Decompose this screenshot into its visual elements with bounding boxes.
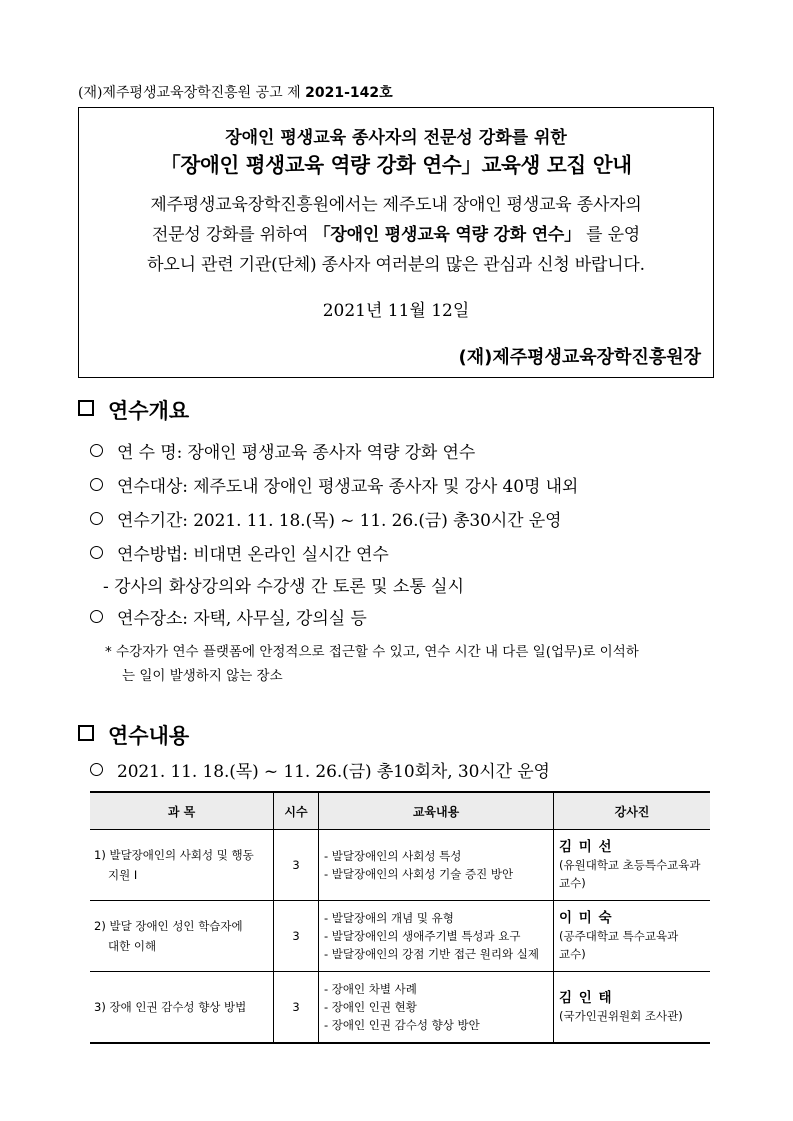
announcement-body-line3: 하오니 관련 기관(단체) 종사자 여러분의 많은 관심과 신청 바랍니다. bbox=[147, 255, 645, 275]
announcement-body-line2 bbox=[79, 220, 713, 245]
overview-item-text: 연수방법: 비대면 온라인 실시간 연수 bbox=[117, 545, 389, 565]
content-line: - 장애인 차별 사례 bbox=[324, 982, 417, 996]
subject-line1: 1) 발달장애인의 사회성 및 행동 bbox=[94, 848, 254, 862]
subject-line2: 지원 I bbox=[108, 868, 138, 882]
header-content: 교육내용 bbox=[319, 792, 554, 830]
circle-bullet-icon bbox=[90, 763, 103, 776]
notice-number bbox=[78, 82, 393, 102]
overview-item-text: 연 수 명: 장애인 평생교육 종사자 역량 강화 연수 bbox=[117, 443, 476, 463]
table-row bbox=[90, 830, 710, 901]
subject-line2: 대한 이해 bbox=[108, 939, 157, 953]
overview-item-place bbox=[90, 604, 367, 629]
overview-item-text: 연수장소: 자택, 사무실, 강의실 등 bbox=[117, 609, 367, 629]
curriculum-table bbox=[90, 791, 710, 1044]
content-line: - 장애인 인권 현황 bbox=[324, 1000, 417, 1014]
overview-item-name bbox=[90, 438, 475, 463]
body-line2-bold: 「장애인 평생교육 역량 강화 연수」 bbox=[313, 225, 581, 245]
circle-bullet-icon bbox=[90, 444, 103, 457]
content-line: - 발달장애인의 사회성 기술 증진 방안 bbox=[324, 867, 514, 881]
contents-summary bbox=[90, 757, 550, 782]
overview-item-period bbox=[90, 506, 561, 531]
overview-heading-text: 연수개요 bbox=[108, 399, 190, 423]
subject-line1: 3) 장애 인권 감수성 향상 방법 bbox=[94, 1000, 247, 1014]
overview-heading bbox=[78, 395, 189, 425]
contents-heading-text: 연수내용 bbox=[108, 724, 190, 748]
overview-item-method bbox=[90, 540, 389, 565]
place-note-line2: 는 일이 발생하지 않는 장소 bbox=[122, 668, 283, 684]
cell-content bbox=[319, 830, 554, 901]
cell-lecturer bbox=[554, 972, 711, 1044]
checkbox-square-icon bbox=[78, 400, 94, 416]
cell-subject bbox=[90, 901, 274, 972]
circle-bullet-icon bbox=[90, 610, 103, 623]
announcement-box bbox=[78, 107, 714, 378]
circle-bullet-icon bbox=[90, 546, 103, 559]
lecturer-affil-line1: (유원대학교 초등특수교육과 bbox=[559, 858, 701, 872]
overview-item-text: 연수기간: 2021. 11. 18.(목) ~ 11. 26.(금) 총30시간 운영 bbox=[117, 511, 562, 531]
header-hours: 시수 bbox=[274, 792, 319, 830]
announcement-title-line1: 장애인 평생교육 종사자의 전문성 강화를 위한 bbox=[225, 128, 567, 148]
cell-hours: 3 bbox=[274, 972, 319, 1044]
cell-content bbox=[319, 972, 554, 1044]
cell-subject bbox=[90, 972, 274, 1044]
lecturer-name: 김 인 태 bbox=[559, 990, 613, 1006]
table-row bbox=[90, 972, 710, 1044]
cell-lecturer bbox=[554, 830, 711, 901]
circle-bullet-icon bbox=[90, 478, 103, 491]
cell-subject bbox=[90, 830, 274, 901]
body-line2-post: 를 운영 bbox=[586, 225, 641, 245]
contents-heading bbox=[78, 720, 189, 750]
lecturer-name: 이 미 숙 bbox=[559, 910, 613, 926]
content-line: - 발달장애의 개념 및 유형 bbox=[324, 911, 454, 925]
cell-content bbox=[319, 901, 554, 972]
contents-summary-text: 2021. 11. 18.(목) ~ 11. 26.(금) 총10회차, 30시간 운영 bbox=[117, 762, 550, 782]
place-note-line1: * 수강자가 연수 플랫폼에 안정적으로 접근할 수 있고, 연수 시간 내 다른 일(업무)로 이석하 bbox=[105, 644, 639, 660]
cell-lecturer bbox=[554, 901, 711, 972]
lecturer-name: 김 미 선 bbox=[559, 839, 613, 855]
header-lecturer: 강사진 bbox=[554, 792, 711, 830]
table-header-row bbox=[90, 792, 710, 830]
overview-item-target bbox=[90, 472, 578, 497]
overview-method-sub: - 강사의 화상강의와 수강생 간 토론 및 소통 실시 bbox=[103, 577, 464, 597]
circle-bullet-icon bbox=[90, 512, 103, 525]
announcement-issuer: (재)제주평생교육장학진흥원장 bbox=[458, 347, 701, 368]
subject-line1: 2) 발달 장애인 성인 학습자에 bbox=[94, 919, 243, 933]
announcement-body-line1: 제주평생교육장학진흥원에서는 제주도내 장애인 평생교육 종사자의 bbox=[150, 195, 642, 215]
lecturer-affil-line2: 교수) bbox=[559, 947, 586, 961]
announcement-title-line2: 「장애인 평생교육 역량 강화 연수」교육생 모집 안내 bbox=[160, 153, 632, 177]
cell-hours: 3 bbox=[274, 901, 319, 972]
body-line2-pre: 전문성 강화를 위하여 bbox=[151, 225, 309, 245]
announcement-date: 2021년 11월 12일 bbox=[322, 301, 470, 321]
notice-prefix: (재)제주평생교육장학진흥원 공고 제 bbox=[78, 85, 301, 101]
content-line: - 발달장애인의 강점 기반 접근 원리와 실제 bbox=[324, 947, 539, 961]
overview-item-text: 연수대상: 제주도내 장애인 평생교육 종사자 및 강사 40명 내외 bbox=[117, 477, 579, 497]
checkbox-square-icon bbox=[78, 725, 94, 741]
header-subject: 과 목 bbox=[90, 792, 274, 830]
content-line: - 발달장애인의 사회성 특성 bbox=[324, 849, 462, 863]
lecturer-affil-line2: 교수) bbox=[559, 876, 586, 890]
notice-number-value: 2021-142호 bbox=[305, 85, 393, 101]
cell-hours: 3 bbox=[274, 830, 319, 901]
lecturer-affil-line1: (국가인권위원회 조사관) bbox=[559, 1009, 683, 1023]
lecturer-affil-line1: (공주대학교 특수교육과 bbox=[559, 929, 679, 943]
table-row bbox=[90, 901, 710, 972]
content-line: - 발달장애인의 생애주기별 특성과 요구 bbox=[324, 929, 521, 943]
content-line: - 장애인 인권 감수성 향상 방안 bbox=[324, 1018, 480, 1032]
